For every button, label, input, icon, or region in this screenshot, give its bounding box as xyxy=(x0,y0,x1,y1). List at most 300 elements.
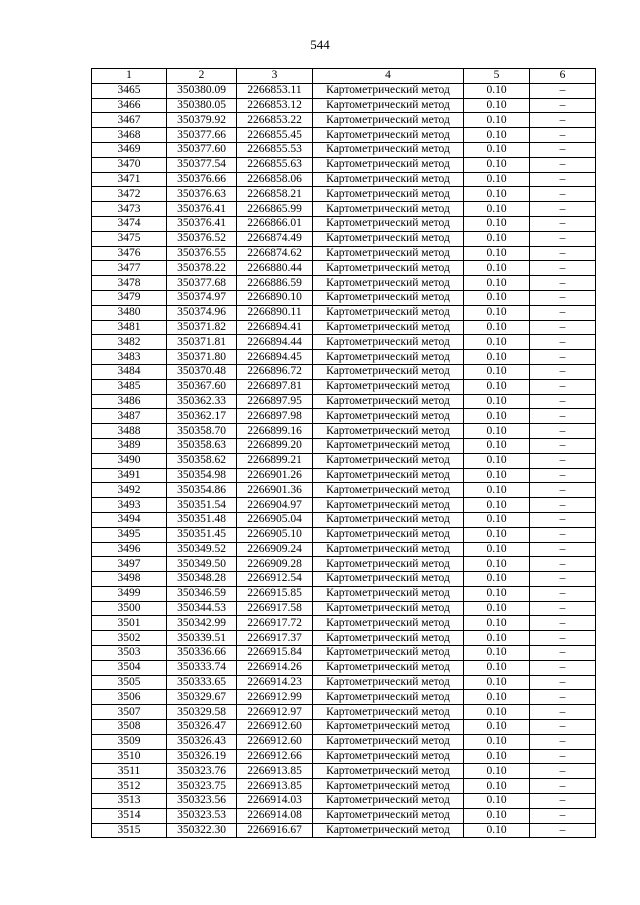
accuracy-cell: 0.10 xyxy=(464,468,530,483)
note-cell: – xyxy=(530,572,596,587)
table-row xyxy=(92,246,596,261)
table-row xyxy=(92,764,596,779)
note-cell: – xyxy=(530,379,596,394)
note-cell: – xyxy=(530,187,596,202)
point-number-cell: 3502 xyxy=(92,631,167,646)
point-number-cell: 3483 xyxy=(92,350,167,365)
x-coordinate-cell: 350379.92 xyxy=(167,113,237,128)
point-number-cell: 3514 xyxy=(92,808,167,823)
method-cell: Картометрический метод xyxy=(313,572,464,587)
table-row xyxy=(92,202,596,217)
x-coordinate-cell: 350358.70 xyxy=(167,424,237,439)
accuracy-cell: 0.10 xyxy=(464,379,530,394)
y-coordinate-cell: 2266912.60 xyxy=(237,734,313,749)
y-coordinate-cell: 2266912.66 xyxy=(237,749,313,764)
table-row xyxy=(92,394,596,409)
method-cell: Картометрический метод xyxy=(313,734,464,749)
point-number-cell: 3513 xyxy=(92,794,167,809)
note-cell: – xyxy=(530,646,596,661)
table-row xyxy=(92,498,596,513)
method-cell: Картометрический метод xyxy=(313,601,464,616)
note-cell: – xyxy=(530,216,596,231)
accuracy-cell: 0.10 xyxy=(464,483,530,498)
point-number-cell: 3496 xyxy=(92,542,167,557)
note-cell: – xyxy=(530,690,596,705)
method-cell: Картометрический метод xyxy=(313,823,464,838)
method-cell: Картометрический метод xyxy=(313,187,464,202)
x-coordinate-cell: 350329.58 xyxy=(167,705,237,720)
x-coordinate-cell: 350376.41 xyxy=(167,216,237,231)
x-coordinate-cell: 350351.48 xyxy=(167,512,237,527)
table-row xyxy=(92,660,596,675)
table-body xyxy=(92,83,596,838)
table-row xyxy=(92,705,596,720)
note-cell: – xyxy=(530,734,596,749)
point-number-cell: 3510 xyxy=(92,749,167,764)
y-coordinate-cell: 2266894.41 xyxy=(237,320,313,335)
x-coordinate-cell: 350377.60 xyxy=(167,142,237,157)
note-cell: – xyxy=(530,157,596,172)
accuracy-cell: 0.10 xyxy=(464,98,530,113)
x-coordinate-cell: 350323.56 xyxy=(167,794,237,809)
note-cell: – xyxy=(530,823,596,838)
accuracy-cell: 0.10 xyxy=(464,438,530,453)
point-number-cell: 3494 xyxy=(92,512,167,527)
method-cell: Картометрический метод xyxy=(313,290,464,305)
method-cell: Картометрический метод xyxy=(313,705,464,720)
table-row xyxy=(92,646,596,661)
accuracy-cell: 0.10 xyxy=(464,157,530,172)
note-cell: – xyxy=(530,142,596,157)
point-number-cell: 3472 xyxy=(92,187,167,202)
method-cell: Картометрический метод xyxy=(313,98,464,113)
y-coordinate-cell: 2266905.04 xyxy=(237,512,313,527)
y-coordinate-cell: 2266917.58 xyxy=(237,601,313,616)
note-cell: – xyxy=(530,720,596,735)
point-number-cell: 3471 xyxy=(92,172,167,187)
accuracy-cell: 0.10 xyxy=(464,290,530,305)
table-row xyxy=(92,216,596,231)
x-coordinate-cell: 350354.98 xyxy=(167,468,237,483)
accuracy-cell: 0.10 xyxy=(464,83,530,98)
table-row xyxy=(92,749,596,764)
note-cell: – xyxy=(530,779,596,794)
table-row xyxy=(92,572,596,587)
x-coordinate-cell: 350339.51 xyxy=(167,631,237,646)
table-row xyxy=(92,172,596,187)
note-cell: – xyxy=(530,468,596,483)
y-coordinate-cell: 2266914.26 xyxy=(237,660,313,675)
method-cell: Картометрический метод xyxy=(313,305,464,320)
point-number-cell: 3479 xyxy=(92,290,167,305)
accuracy-cell: 0.10 xyxy=(464,350,530,365)
y-coordinate-cell: 2266899.16 xyxy=(237,424,313,439)
accuracy-cell: 0.10 xyxy=(464,720,530,735)
note-cell: – xyxy=(530,128,596,143)
page-number: 544 xyxy=(310,37,330,52)
x-coordinate-cell: 350376.66 xyxy=(167,172,237,187)
method-cell: Картометрический метод xyxy=(313,586,464,601)
method-cell: Картометрический метод xyxy=(313,660,464,675)
note-cell: – xyxy=(530,113,596,128)
accuracy-cell: 0.10 xyxy=(464,172,530,187)
point-number-cell: 3468 xyxy=(92,128,167,143)
note-cell: – xyxy=(530,675,596,690)
method-cell: Картометрический метод xyxy=(313,646,464,661)
x-coordinate-cell: 350333.65 xyxy=(167,675,237,690)
table-row xyxy=(92,305,596,320)
note-cell: – xyxy=(530,305,596,320)
method-cell: Картометрический метод xyxy=(313,364,464,379)
table-row xyxy=(92,438,596,453)
note-cell: – xyxy=(530,290,596,305)
y-coordinate-cell: 2266880.44 xyxy=(237,261,313,276)
method-cell: Картометрический метод xyxy=(313,779,464,794)
table-row xyxy=(92,157,596,172)
table-row xyxy=(92,483,596,498)
note-cell: – xyxy=(530,276,596,291)
point-number-cell: 3486 xyxy=(92,394,167,409)
x-coordinate-cell: 350323.75 xyxy=(167,779,237,794)
y-coordinate-cell: 2266853.12 xyxy=(237,98,313,113)
table-row xyxy=(92,320,596,335)
table-row xyxy=(92,512,596,527)
method-cell: Картометрический метод xyxy=(313,394,464,409)
table-row xyxy=(92,424,596,439)
point-number-cell: 3476 xyxy=(92,246,167,261)
method-cell: Картометрический метод xyxy=(313,794,464,809)
method-cell: Картометрический метод xyxy=(313,216,464,231)
x-coordinate-cell: 350377.66 xyxy=(167,128,237,143)
table-row xyxy=(92,734,596,749)
accuracy-cell: 0.10 xyxy=(464,261,530,276)
accuracy-cell: 0.10 xyxy=(464,690,530,705)
table-row xyxy=(92,675,596,690)
y-coordinate-cell: 2266899.20 xyxy=(237,438,313,453)
point-number-cell: 3495 xyxy=(92,527,167,542)
point-number-cell: 3512 xyxy=(92,779,167,794)
method-cell: Картометрический метод xyxy=(313,350,464,365)
point-number-cell: 3490 xyxy=(92,453,167,468)
accuracy-cell: 0.10 xyxy=(464,216,530,231)
note-cell: – xyxy=(530,320,596,335)
method-cell: Картометрический метод xyxy=(313,320,464,335)
point-number-cell: 3485 xyxy=(92,379,167,394)
table-row xyxy=(92,631,596,646)
y-coordinate-cell: 2266858.21 xyxy=(237,187,313,202)
x-coordinate-cell: 350371.82 xyxy=(167,320,237,335)
point-number-cell: 3467 xyxy=(92,113,167,128)
accuracy-cell: 0.10 xyxy=(464,646,530,661)
point-number-cell: 3469 xyxy=(92,142,167,157)
table-row xyxy=(92,453,596,468)
note-cell: – xyxy=(530,660,596,675)
method-cell: Картометрический метод xyxy=(313,83,464,98)
point-number-cell: 3477 xyxy=(92,261,167,276)
x-coordinate-cell: 350348.28 xyxy=(167,572,237,587)
point-number-cell: 3515 xyxy=(92,823,167,838)
point-number-cell: 3482 xyxy=(92,335,167,350)
accuracy-cell: 0.10 xyxy=(464,808,530,823)
point-number-cell: 3489 xyxy=(92,438,167,453)
table-row xyxy=(92,527,596,542)
x-coordinate-cell: 350358.63 xyxy=(167,438,237,453)
note-cell: – xyxy=(530,483,596,498)
method-cell: Картометрический метод xyxy=(313,335,464,350)
y-coordinate-cell: 2266855.63 xyxy=(237,157,313,172)
point-number-cell: 3511 xyxy=(92,764,167,779)
y-coordinate-cell: 2266855.45 xyxy=(237,128,313,143)
table-row xyxy=(92,290,596,305)
y-coordinate-cell: 2266905.10 xyxy=(237,527,313,542)
y-coordinate-cell: 2266897.81 xyxy=(237,379,313,394)
note-cell: – xyxy=(530,749,596,764)
y-coordinate-cell: 2266909.28 xyxy=(237,557,313,572)
note-cell: – xyxy=(530,231,596,246)
note-cell: – xyxy=(530,424,596,439)
table-row xyxy=(92,350,596,365)
note-cell: – xyxy=(530,616,596,631)
accuracy-cell: 0.10 xyxy=(464,113,530,128)
x-coordinate-cell: 350362.33 xyxy=(167,394,237,409)
y-coordinate-cell: 2266855.53 xyxy=(237,142,313,157)
method-cell: Картометрический метод xyxy=(313,246,464,261)
x-coordinate-cell: 350376.63 xyxy=(167,187,237,202)
y-coordinate-cell: 2266901.36 xyxy=(237,483,313,498)
accuracy-cell: 0.10 xyxy=(464,335,530,350)
accuracy-cell: 0.10 xyxy=(464,498,530,513)
note-cell: – xyxy=(530,586,596,601)
method-cell: Картометрический метод xyxy=(313,764,464,779)
y-coordinate-cell: 2266913.85 xyxy=(237,779,313,794)
x-coordinate-cell: 350374.96 xyxy=(167,305,237,320)
table-row xyxy=(92,276,596,291)
y-coordinate-cell: 2266912.99 xyxy=(237,690,313,705)
x-coordinate-cell: 350377.54 xyxy=(167,157,237,172)
method-cell: Картометрический метод xyxy=(313,453,464,468)
accuracy-cell: 0.10 xyxy=(464,779,530,794)
point-number-cell: 3484 xyxy=(92,364,167,379)
point-number-cell: 3505 xyxy=(92,675,167,690)
method-cell: Картометрический метод xyxy=(313,468,464,483)
table-row xyxy=(92,779,596,794)
accuracy-cell: 0.10 xyxy=(464,557,530,572)
x-coordinate-cell: 350378.22 xyxy=(167,261,237,276)
y-coordinate-cell: 2266917.72 xyxy=(237,616,313,631)
note-cell: – xyxy=(530,453,596,468)
table-row xyxy=(92,823,596,838)
table-header xyxy=(92,69,596,84)
x-coordinate-cell: 350349.52 xyxy=(167,542,237,557)
y-coordinate-cell: 2266916.67 xyxy=(237,823,313,838)
x-coordinate-cell: 350351.54 xyxy=(167,498,237,513)
method-cell: Картометрический метод xyxy=(313,113,464,128)
note-cell: – xyxy=(530,83,596,98)
table-row xyxy=(92,542,596,557)
table-row xyxy=(92,586,596,601)
accuracy-cell: 0.10 xyxy=(464,320,530,335)
x-coordinate-cell: 350371.80 xyxy=(167,350,237,365)
note-cell: – xyxy=(530,364,596,379)
x-coordinate-cell: 350326.43 xyxy=(167,734,237,749)
table-row xyxy=(92,113,596,128)
table-row xyxy=(92,557,596,572)
accuracy-cell: 0.10 xyxy=(464,586,530,601)
x-coordinate-cell: 350380.09 xyxy=(167,83,237,98)
x-coordinate-cell: 350374.97 xyxy=(167,290,237,305)
y-coordinate-cell: 2266866.01 xyxy=(237,216,313,231)
note-cell: – xyxy=(530,172,596,187)
method-cell: Картометрический метод xyxy=(313,379,464,394)
x-coordinate-cell: 350358.62 xyxy=(167,453,237,468)
method-cell: Картометрический метод xyxy=(313,261,464,276)
accuracy-cell: 0.10 xyxy=(464,394,530,409)
column-header-6: 6 xyxy=(530,69,596,84)
x-coordinate-cell: 350380.05 xyxy=(167,98,237,113)
accuracy-cell: 0.10 xyxy=(464,660,530,675)
column-header-3: 3 xyxy=(237,69,313,84)
point-number-cell: 3475 xyxy=(92,231,167,246)
point-number-cell: 3481 xyxy=(92,320,167,335)
y-coordinate-cell: 2266865.99 xyxy=(237,202,313,217)
table-row xyxy=(92,364,596,379)
accuracy-cell: 0.10 xyxy=(464,246,530,261)
table-row xyxy=(92,601,596,616)
x-coordinate-cell: 350333.74 xyxy=(167,660,237,675)
point-number-cell: 3465 xyxy=(92,83,167,98)
x-coordinate-cell: 350354.86 xyxy=(167,483,237,498)
accuracy-cell: 0.10 xyxy=(464,128,530,143)
table-row xyxy=(92,616,596,631)
column-header-2: 2 xyxy=(167,69,237,84)
note-cell: – xyxy=(530,512,596,527)
x-coordinate-cell: 350371.81 xyxy=(167,335,237,350)
y-coordinate-cell: 2266912.54 xyxy=(237,572,313,587)
point-number-cell: 3466 xyxy=(92,98,167,113)
y-coordinate-cell: 2266899.21 xyxy=(237,453,313,468)
note-cell: – xyxy=(530,794,596,809)
x-coordinate-cell: 350351.45 xyxy=(167,527,237,542)
y-coordinate-cell: 2266894.45 xyxy=(237,350,313,365)
point-number-cell: 3504 xyxy=(92,660,167,675)
x-coordinate-cell: 350326.19 xyxy=(167,749,237,764)
x-coordinate-cell: 350336.66 xyxy=(167,646,237,661)
table-row xyxy=(92,468,596,483)
method-cell: Картометрический метод xyxy=(313,424,464,439)
point-number-cell: 3492 xyxy=(92,483,167,498)
x-coordinate-cell: 350362.17 xyxy=(167,409,237,424)
note-cell: – xyxy=(530,98,596,113)
method-cell: Картометрический метод xyxy=(313,142,464,157)
x-coordinate-cell: 350370.48 xyxy=(167,364,237,379)
method-cell: Картометрический метод xyxy=(313,512,464,527)
method-cell: Картометрический метод xyxy=(313,498,464,513)
x-coordinate-cell: 350322.30 xyxy=(167,823,237,838)
table-row xyxy=(92,379,596,394)
y-coordinate-cell: 2266914.03 xyxy=(237,794,313,809)
accuracy-cell: 0.10 xyxy=(464,142,530,157)
accuracy-cell: 0.10 xyxy=(464,527,530,542)
point-number-cell: 3493 xyxy=(92,498,167,513)
method-cell: Картометрический метод xyxy=(313,557,464,572)
accuracy-cell: 0.10 xyxy=(464,231,530,246)
point-number-cell: 3509 xyxy=(92,734,167,749)
note-cell: – xyxy=(530,764,596,779)
table-row xyxy=(92,690,596,705)
method-cell: Картометрический метод xyxy=(313,720,464,735)
y-coordinate-cell: 2266914.08 xyxy=(237,808,313,823)
method-cell: Картометрический метод xyxy=(313,527,464,542)
point-number-cell: 3500 xyxy=(92,601,167,616)
y-coordinate-cell: 2266915.85 xyxy=(237,586,313,601)
y-coordinate-cell: 2266901.26 xyxy=(237,468,313,483)
method-cell: Картометрический метод xyxy=(313,483,464,498)
x-coordinate-cell: 350377.68 xyxy=(167,276,237,291)
accuracy-cell: 0.10 xyxy=(464,364,530,379)
accuracy-cell: 0.10 xyxy=(464,542,530,557)
x-coordinate-cell: 350323.53 xyxy=(167,808,237,823)
table-row xyxy=(92,794,596,809)
y-coordinate-cell: 2266915.84 xyxy=(237,646,313,661)
accuracy-cell: 0.10 xyxy=(464,616,530,631)
table-row xyxy=(92,187,596,202)
y-coordinate-cell: 2266853.11 xyxy=(237,83,313,98)
note-cell: – xyxy=(530,705,596,720)
point-number-cell: 3499 xyxy=(92,586,167,601)
column-header-1: 1 xyxy=(92,69,167,84)
y-coordinate-cell: 2266917.37 xyxy=(237,631,313,646)
note-cell: – xyxy=(530,394,596,409)
note-cell: – xyxy=(530,335,596,350)
table-row xyxy=(92,231,596,246)
accuracy-cell: 0.10 xyxy=(464,424,530,439)
x-coordinate-cell: 350326.47 xyxy=(167,720,237,735)
accuracy-cell: 0.10 xyxy=(464,764,530,779)
accuracy-cell: 0.10 xyxy=(464,601,530,616)
accuracy-cell: 0.10 xyxy=(464,453,530,468)
note-cell: – xyxy=(530,261,596,276)
x-coordinate-cell: 350342.99 xyxy=(167,616,237,631)
note-cell: – xyxy=(530,557,596,572)
method-cell: Картометрический метод xyxy=(313,690,464,705)
x-coordinate-cell: 350376.52 xyxy=(167,231,237,246)
note-cell: – xyxy=(530,202,596,217)
method-cell: Картометрический метод xyxy=(313,675,464,690)
note-cell: – xyxy=(530,498,596,513)
point-number-cell: 3508 xyxy=(92,720,167,735)
point-number-cell: 3488 xyxy=(92,424,167,439)
table-row xyxy=(92,409,596,424)
point-number-cell: 3480 xyxy=(92,305,167,320)
point-number-cell: 3507 xyxy=(92,705,167,720)
x-coordinate-cell: 350376.41 xyxy=(167,202,237,217)
method-cell: Картометрический метод xyxy=(313,631,464,646)
method-cell: Картометрический метод xyxy=(313,808,464,823)
method-cell: Картометрический метод xyxy=(313,172,464,187)
table-row xyxy=(92,142,596,157)
note-cell: – xyxy=(530,631,596,646)
y-coordinate-cell: 2266886.59 xyxy=(237,276,313,291)
accuracy-cell: 0.10 xyxy=(464,794,530,809)
y-coordinate-cell: 2266909.24 xyxy=(237,542,313,557)
column-header-5: 5 xyxy=(464,69,530,84)
coordinates-table xyxy=(91,68,596,838)
y-coordinate-cell: 2266904.97 xyxy=(237,498,313,513)
note-cell: – xyxy=(530,438,596,453)
method-cell: Картометрический метод xyxy=(313,438,464,453)
header-row xyxy=(92,69,596,84)
method-cell: Картометрический метод xyxy=(313,749,464,764)
